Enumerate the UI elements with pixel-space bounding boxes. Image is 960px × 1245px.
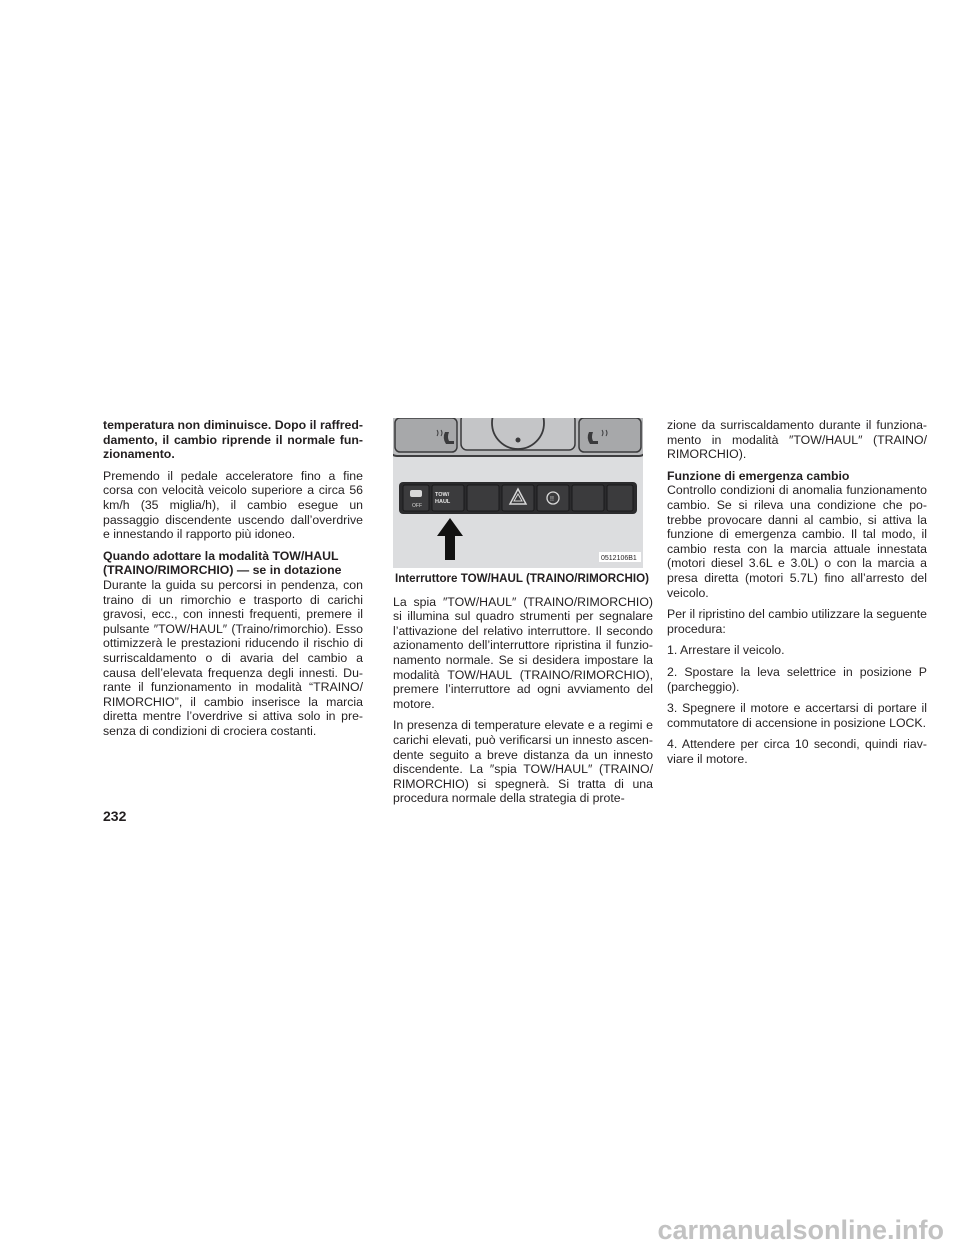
paragraph-kickdown: Premendo il pedale acceleratore fino a fine corsa con velocità veicolo superiore a circa 56 km/h (35 miglia/h), il cambio esegue un passaggio discendente uscendo dall’overdrive e innestando il rapporto più idoneo.: [103, 468, 363, 542]
paragraph-continuation: temperatura non diminuisce. Dopo il raffred-damento, il cambio riprende il normale fun-zionamento.: [103, 418, 363, 462]
watermark: carmanualsonline.info: [657, 1215, 944, 1245]
step-2: 2. Spostare la leva selettrice in posizione P (parcheggio).: [667, 664, 927, 694]
paragraph-reset-procedure: Per il ripristino del cambio utilizzare la seguente procedura:: [667, 607, 927, 636]
svg-text:OFF: OFF: [412, 503, 422, 509]
paragraph-tow-haul-indicator: La spia ″TOW/HAUL″ (TRAINO/RIMORCHIO) si illumina sul quadro strumenti per segnalare l’attivazione del relativo interruttore. Il secondo azionamento dell’interruttore ripristina il funzio-namento normale. Se si desidera impostare la modalità TOW/HAUL (TRAINO/RIMORCHIO), premere l’interruttore ad ogni avviamento del motore.: [393, 594, 653, 711]
figure-caption: Interruttore TOW/HAUL (TRAINO/RIMORCHIO): [395, 572, 649, 585]
column-middle: [393, 418, 653, 813]
step-4: 4. Attendere per circa 10 secondi, quindi riav-viare il motore.: [667, 737, 927, 766]
paragraph-tow-haul-usage: Durante la guida su percorsi in pendenza, con traino di un rimorchio e trasporto di carichi gravosi, ecc., con innesti frequenti, premere il pulsante ″TOW/HAUL″ (Traino/rimorchio). Esso ottimizzerà le prestazioni riducendo il rischio di surriscaldamento o di avaria del cambio a causa dell’elevata frequenza degli innesti. Du-rante il funzionamento in modalità “TRAINO/ RIMORCHIO”, il cambio inserisce la marcia diretta mentre l’overdrive si attiva solo in pre-senza di condizioni di crociera costanti.: [103, 577, 363, 738]
paragraph-emergency-function: Controllo condizioni di anomalia funzionamento cambio. Se si rileva una condizione che po-trebbe provocare danni al cambio, si attiva la funzione di emergenza cambio. Il tal modo, il cambio resta con la marcia attuale innestata (motori diesel 3.6L e 3.0L) o con la marcia a presa diretta (motori 5.7L) fino all’arresto del veicolo.: [667, 483, 927, 600]
figure-code: 0512106B1: [601, 555, 637, 562]
svg-text:HAUL: HAUL: [435, 499, 451, 505]
svg-text:TOW/: TOW/: [435, 492, 450, 498]
figure-tow-haul-switch: [393, 418, 643, 568]
section-heading-tow-haul-line1: Quando adottare la modalità TOW/HAUL: [103, 548, 339, 563]
column-left: [103, 418, 363, 745]
svg-text:!!: !!: [550, 496, 554, 503]
page-number: 232: [103, 808, 127, 824]
paragraph-high-temperature: In presenza di temperature elevate e a regimi e carichi elevati, può verificarsi un innesto ascen-dente seguito a breve distanza da un innesto discendente. La ″spia TOW/HAUL″ (TRAINO/ RIMORCHIO) si spegnerà. Si tratta di una procedura normale della strategia di prote-: [393, 718, 653, 806]
section-heading-tow-haul-line2: (TRAINO/RIMORCHIO) — se in dotazione: [103, 563, 342, 578]
step-1: 1. Arrestare il veicolo.: [667, 643, 785, 658]
paragraph-continuation-right: zione da surriscaldamento durante il funziona-mento in modalità ″TOW/HAUL″ (TRAINO/ RIMORCHIO).: [667, 418, 927, 462]
section-heading-emergency: Funzione di emergenza cambio: [667, 468, 850, 483]
step-3: 3. Spegnere il motore e accertarsi di portare il commutatore di accensione in posizione LOCK.: [667, 701, 927, 730]
dashboard-illustration: [393, 418, 643, 568]
column-right: [667, 418, 927, 773]
